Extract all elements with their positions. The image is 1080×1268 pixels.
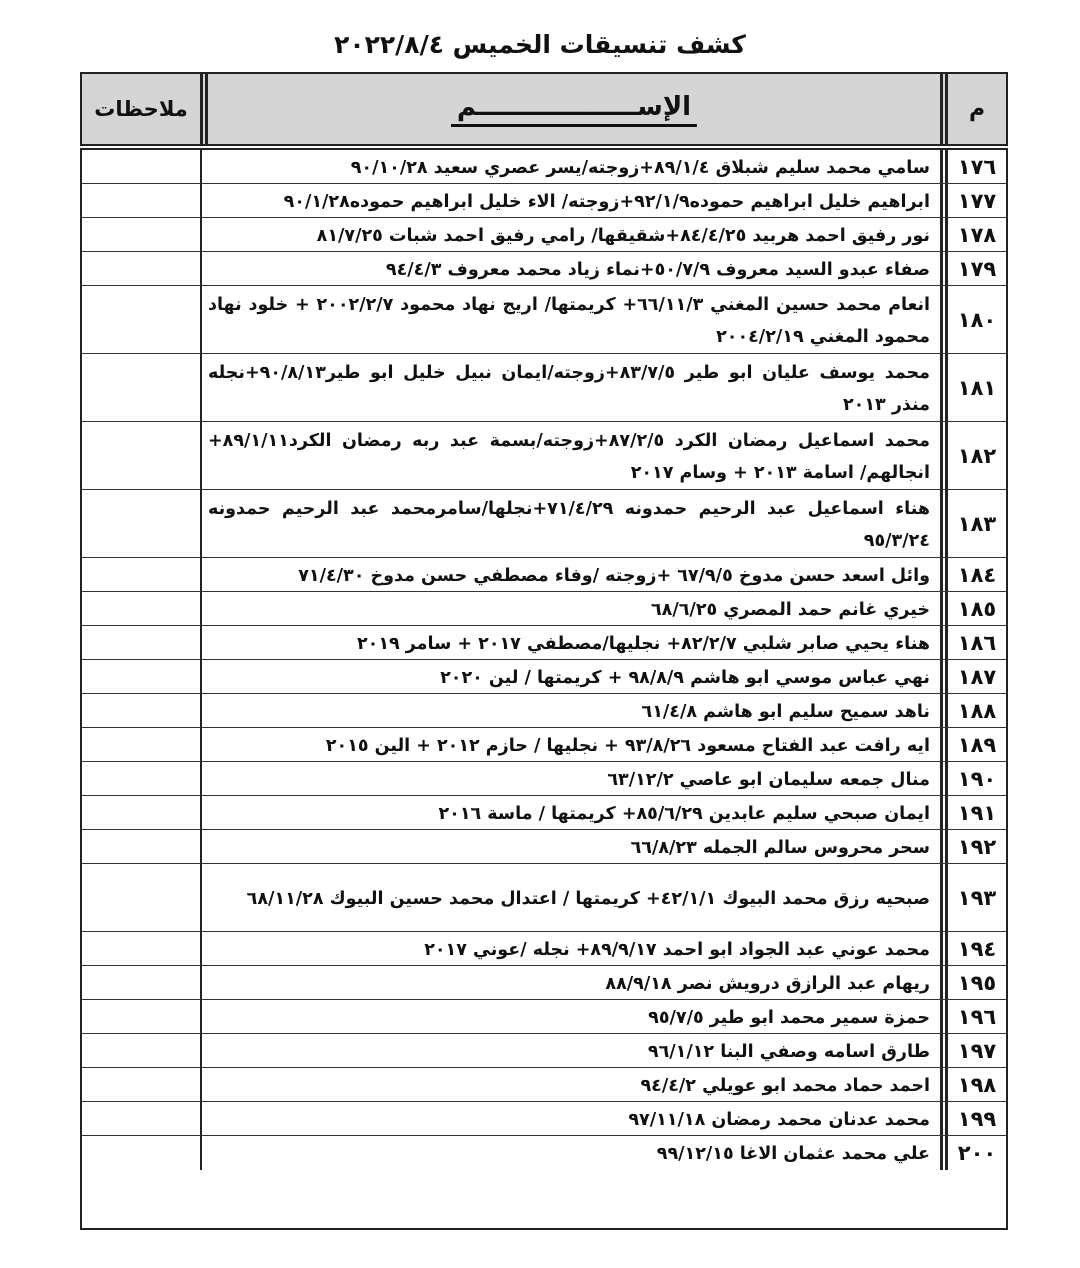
row-number: ١٨٨: [940, 694, 1006, 727]
table-row: [82, 150, 1006, 184]
table-row: [82, 796, 1006, 830]
row-name-cell: [200, 1068, 940, 1101]
row-name: نهي عباس موسي ابو هاشم ٩٨/٨/٩ + كريمتها / لين ٢٠٢٠: [440, 667, 930, 688]
row-name: هناء اسماعيل عبد الرحيم حمدونه ٧١/٤/٢٩+نجلها/سامرمحمد عبد الرحيم حمدونه ٩٥/٣/٢٤: [208, 498, 930, 551]
row-number: ١٩٤: [940, 932, 1006, 965]
row-notes: [82, 1034, 200, 1067]
table-row: [82, 218, 1006, 252]
table-row: [82, 286, 1006, 354]
row-name-cell: [200, 218, 940, 251]
row-notes: [82, 966, 200, 999]
row-notes: [82, 184, 200, 217]
row-number: ١٨٧: [940, 660, 1006, 693]
row-name: سحر محروس سالم الجمله ٦٦/٨/٢٣: [630, 837, 930, 858]
row-number: ١٨٣: [940, 490, 1006, 557]
row-number: ١٨٢: [940, 422, 1006, 489]
row-name-cell: [200, 592, 940, 625]
row-name-cell: [200, 966, 940, 999]
row-name: نور رفيق احمد هربيد ٨٤/٤/٢٥+شقيقها/ رامي رفيق احمد شبات ٨١/٧/٢٥: [316, 225, 930, 246]
row-name-cell: [200, 1102, 940, 1135]
row-notes: [82, 252, 200, 285]
row-name-cell: [200, 932, 940, 965]
row-name: ابراهيم خليل ابراهيم حموده٩٢/١/٩+زوجته/ الاء خليل ابراهيم حموده٩٠/١/٢٨: [283, 191, 930, 212]
table-row: [82, 762, 1006, 796]
row-name: صبحيه رزق محمد البيوك ٤٢/١/١+ كريمتها / اعتدال محمد حسين البيوك ٦٨/١١/٢٨: [246, 888, 930, 909]
row-notes: [82, 660, 200, 693]
header-name: [200, 74, 940, 144]
row-number: ١٩٣: [940, 864, 1006, 931]
row-number: ١٩٦: [940, 1000, 1006, 1033]
row-name: ايمان صبحي سليم عابدين ٨٥/٦/٢٩+ كريمتها / ماسة ٢٠١٦: [438, 803, 930, 824]
row-number: ١٧٦: [940, 150, 1006, 183]
row-name: ريهام عبد الرازق درويش نصر ٨٨/٩/١٨: [605, 973, 930, 994]
row-notes: [82, 558, 200, 591]
table-row: [82, 252, 1006, 286]
row-name: وائل اسعد حسن مدوخ ٦٧/٩/٥ +زوجته /وفاء مصطفي حسن مدوخ ٧١/٤/٣٠: [298, 565, 930, 586]
table-row: [82, 1034, 1006, 1068]
row-notes: [82, 422, 200, 489]
row-name-cell: [200, 864, 940, 931]
coordination-table: [80, 72, 1006, 1230]
table-row: [82, 1000, 1006, 1034]
row-notes: [82, 354, 200, 421]
row-notes: [82, 864, 200, 931]
header-name-label: الإســــــــــــــــــم: [451, 92, 697, 127]
table-body: [80, 148, 1008, 1230]
row-name-cell: [200, 150, 940, 183]
table-row: [82, 626, 1006, 660]
row-number: ١٩٨: [940, 1068, 1006, 1101]
row-notes: [82, 218, 200, 251]
row-name: محمد اسماعيل رمضان الكرد ٨٧/٢/٥+زوجته/بسمة عبد ربه رمضان الكرد٨٩/١/١١+ انجالهم/ اسامة ٢٠١٣ + وسام ٢٠١٧: [208, 430, 930, 483]
row-number: ١٧٨: [940, 218, 1006, 251]
row-name-cell: [200, 796, 940, 829]
row-number: ١٩٩: [940, 1102, 1006, 1135]
table-row: [82, 1068, 1006, 1102]
row-notes: [82, 694, 200, 727]
row-number: ١٩٠: [940, 762, 1006, 795]
row-notes: [82, 592, 200, 625]
row-number: ١٨٤: [940, 558, 1006, 591]
row-name-cell: [200, 626, 940, 659]
row-name: حمزة سمير محمد ابو طير ٩٥/٧/٥: [648, 1007, 930, 1028]
row-name-cell: [200, 1000, 940, 1033]
row-name-cell: [200, 660, 940, 693]
row-name-cell: [200, 252, 940, 285]
row-number: ١٩٥: [940, 966, 1006, 999]
row-number: ١٩١: [940, 796, 1006, 829]
row-name: طارق اسامه وصفي البنا ٩٦/١/١٢: [647, 1041, 930, 1062]
row-name: خيري غانم حمد المصري ٦٨/٦/٢٥: [651, 599, 930, 620]
table-row: [82, 966, 1006, 1000]
row-name: محمد عدنان محمد رمضان ٩٧/١١/١٨: [628, 1109, 930, 1130]
page-title: كشف تنسيقات الخميس ٢٠٢٢/٨/٤: [334, 30, 746, 59]
row-notes: [82, 1000, 200, 1033]
row-name-cell: [200, 1034, 940, 1067]
row-notes: [82, 490, 200, 557]
table-row: [82, 184, 1006, 218]
row-notes: [82, 1068, 200, 1101]
table-row: [82, 490, 1006, 558]
row-name: انعام محمد حسين المغني ٦٦/١١/٣+ كريمتها/ اريج نهاد محمود ٢٠٠٢/٢/٧ + خلود نهاد محمود المغني ٢٠٠٤/٢/١٩: [208, 294, 931, 347]
row-name: علي محمد عثمان الاغا ٩٩/١٢/١٥: [656, 1144, 930, 1164]
table-row: [82, 1136, 1006, 1170]
row-notes: [82, 286, 200, 353]
row-notes: [82, 1102, 200, 1135]
row-notes: [82, 762, 200, 795]
row-number: ١٨٦: [940, 626, 1006, 659]
table-row: [82, 932, 1006, 966]
header-notes: ملاحظات: [94, 97, 188, 121]
table-row: [82, 830, 1006, 864]
row-number: ١٩٢: [940, 830, 1006, 863]
row-name: منال جمعه سليمان ابو عاصي ٦٣/١٢/٢: [607, 769, 930, 790]
table-row: [82, 728, 1006, 762]
table-row: [82, 660, 1006, 694]
row-number: ١٨٠: [940, 286, 1006, 353]
row-name: احمد حماد محمد ابو عويلي ٩٤/٤/٢: [640, 1075, 930, 1096]
row-number: ١٧٩: [940, 252, 1006, 285]
row-name: محمد عوني عبد الجواد ابو احمد ٨٩/٩/١٧+ نجله /عوني ٢٠١٧: [424, 939, 930, 960]
row-name: صفاء عبدو السيد معروف ٥٠/٧/٩+نماء زياد محمد معروف ٩٤/٤/٣: [385, 259, 930, 280]
row-name-cell: [200, 490, 940, 557]
row-number: ١٨١: [940, 354, 1006, 421]
row-number: ١٩٧: [940, 1034, 1006, 1067]
row-notes: [82, 150, 200, 183]
table-row: [82, 354, 1006, 422]
table-row: [82, 592, 1006, 626]
row-notes: [82, 1136, 200, 1170]
table-row: [82, 694, 1006, 728]
table-header: [80, 72, 1008, 146]
row-name: ايه رافت عبد الفتاح مسعود ٩٣/٨/٢٦ + نجليها / حازم ٢٠١٢ + الين ٢٠١٥: [325, 735, 930, 756]
table-row: [82, 558, 1006, 592]
row-name-cell: [200, 694, 940, 727]
row-number: ١٧٧: [940, 184, 1006, 217]
row-name: محمد يوسف عليان ابو طير ٨٣/٧/٥+زوجته/ايمان نبيل خليل ابو طير٩٠/٨/١٣+نجله منذر ٢٠١٣: [208, 362, 930, 415]
table-row: [82, 422, 1006, 490]
row-name: هناء يحيي صابر شلبي ٨٢/٢/٧+ نجليها/مصطفي ٢٠١٧ + سامر ٢٠١٩: [356, 633, 930, 654]
row-name-cell: [200, 830, 940, 863]
row-name-cell: [200, 354, 940, 421]
row-name-cell: [200, 184, 940, 217]
row-name-cell: [200, 558, 940, 591]
row-number: ١٨٥: [940, 592, 1006, 625]
row-name-cell: [200, 422, 940, 489]
row-name: سامي محمد سليم شبلاق ٨٩/١/٤+زوجته/يسر عصري سعيد ٩٠/١٠/٢٨: [350, 157, 930, 178]
row-name-cell: [200, 286, 940, 353]
row-notes: [82, 728, 200, 761]
header-number: م: [940, 74, 1006, 144]
row-notes: [82, 932, 200, 965]
row-name-cell: [200, 728, 940, 761]
row-name-cell: [200, 1136, 940, 1170]
row-notes: [82, 796, 200, 829]
row-notes: [82, 626, 200, 659]
table-row: [82, 864, 1006, 932]
row-name: ناهد سميح سليم ابو هاشم ٦١/٤/٨: [641, 701, 930, 722]
row-number: ٢٠٠: [940, 1136, 1006, 1170]
row-name-cell: [200, 762, 940, 795]
row-number: ١٨٩: [940, 728, 1006, 761]
table-row: [82, 1102, 1006, 1136]
row-notes: [82, 830, 200, 863]
